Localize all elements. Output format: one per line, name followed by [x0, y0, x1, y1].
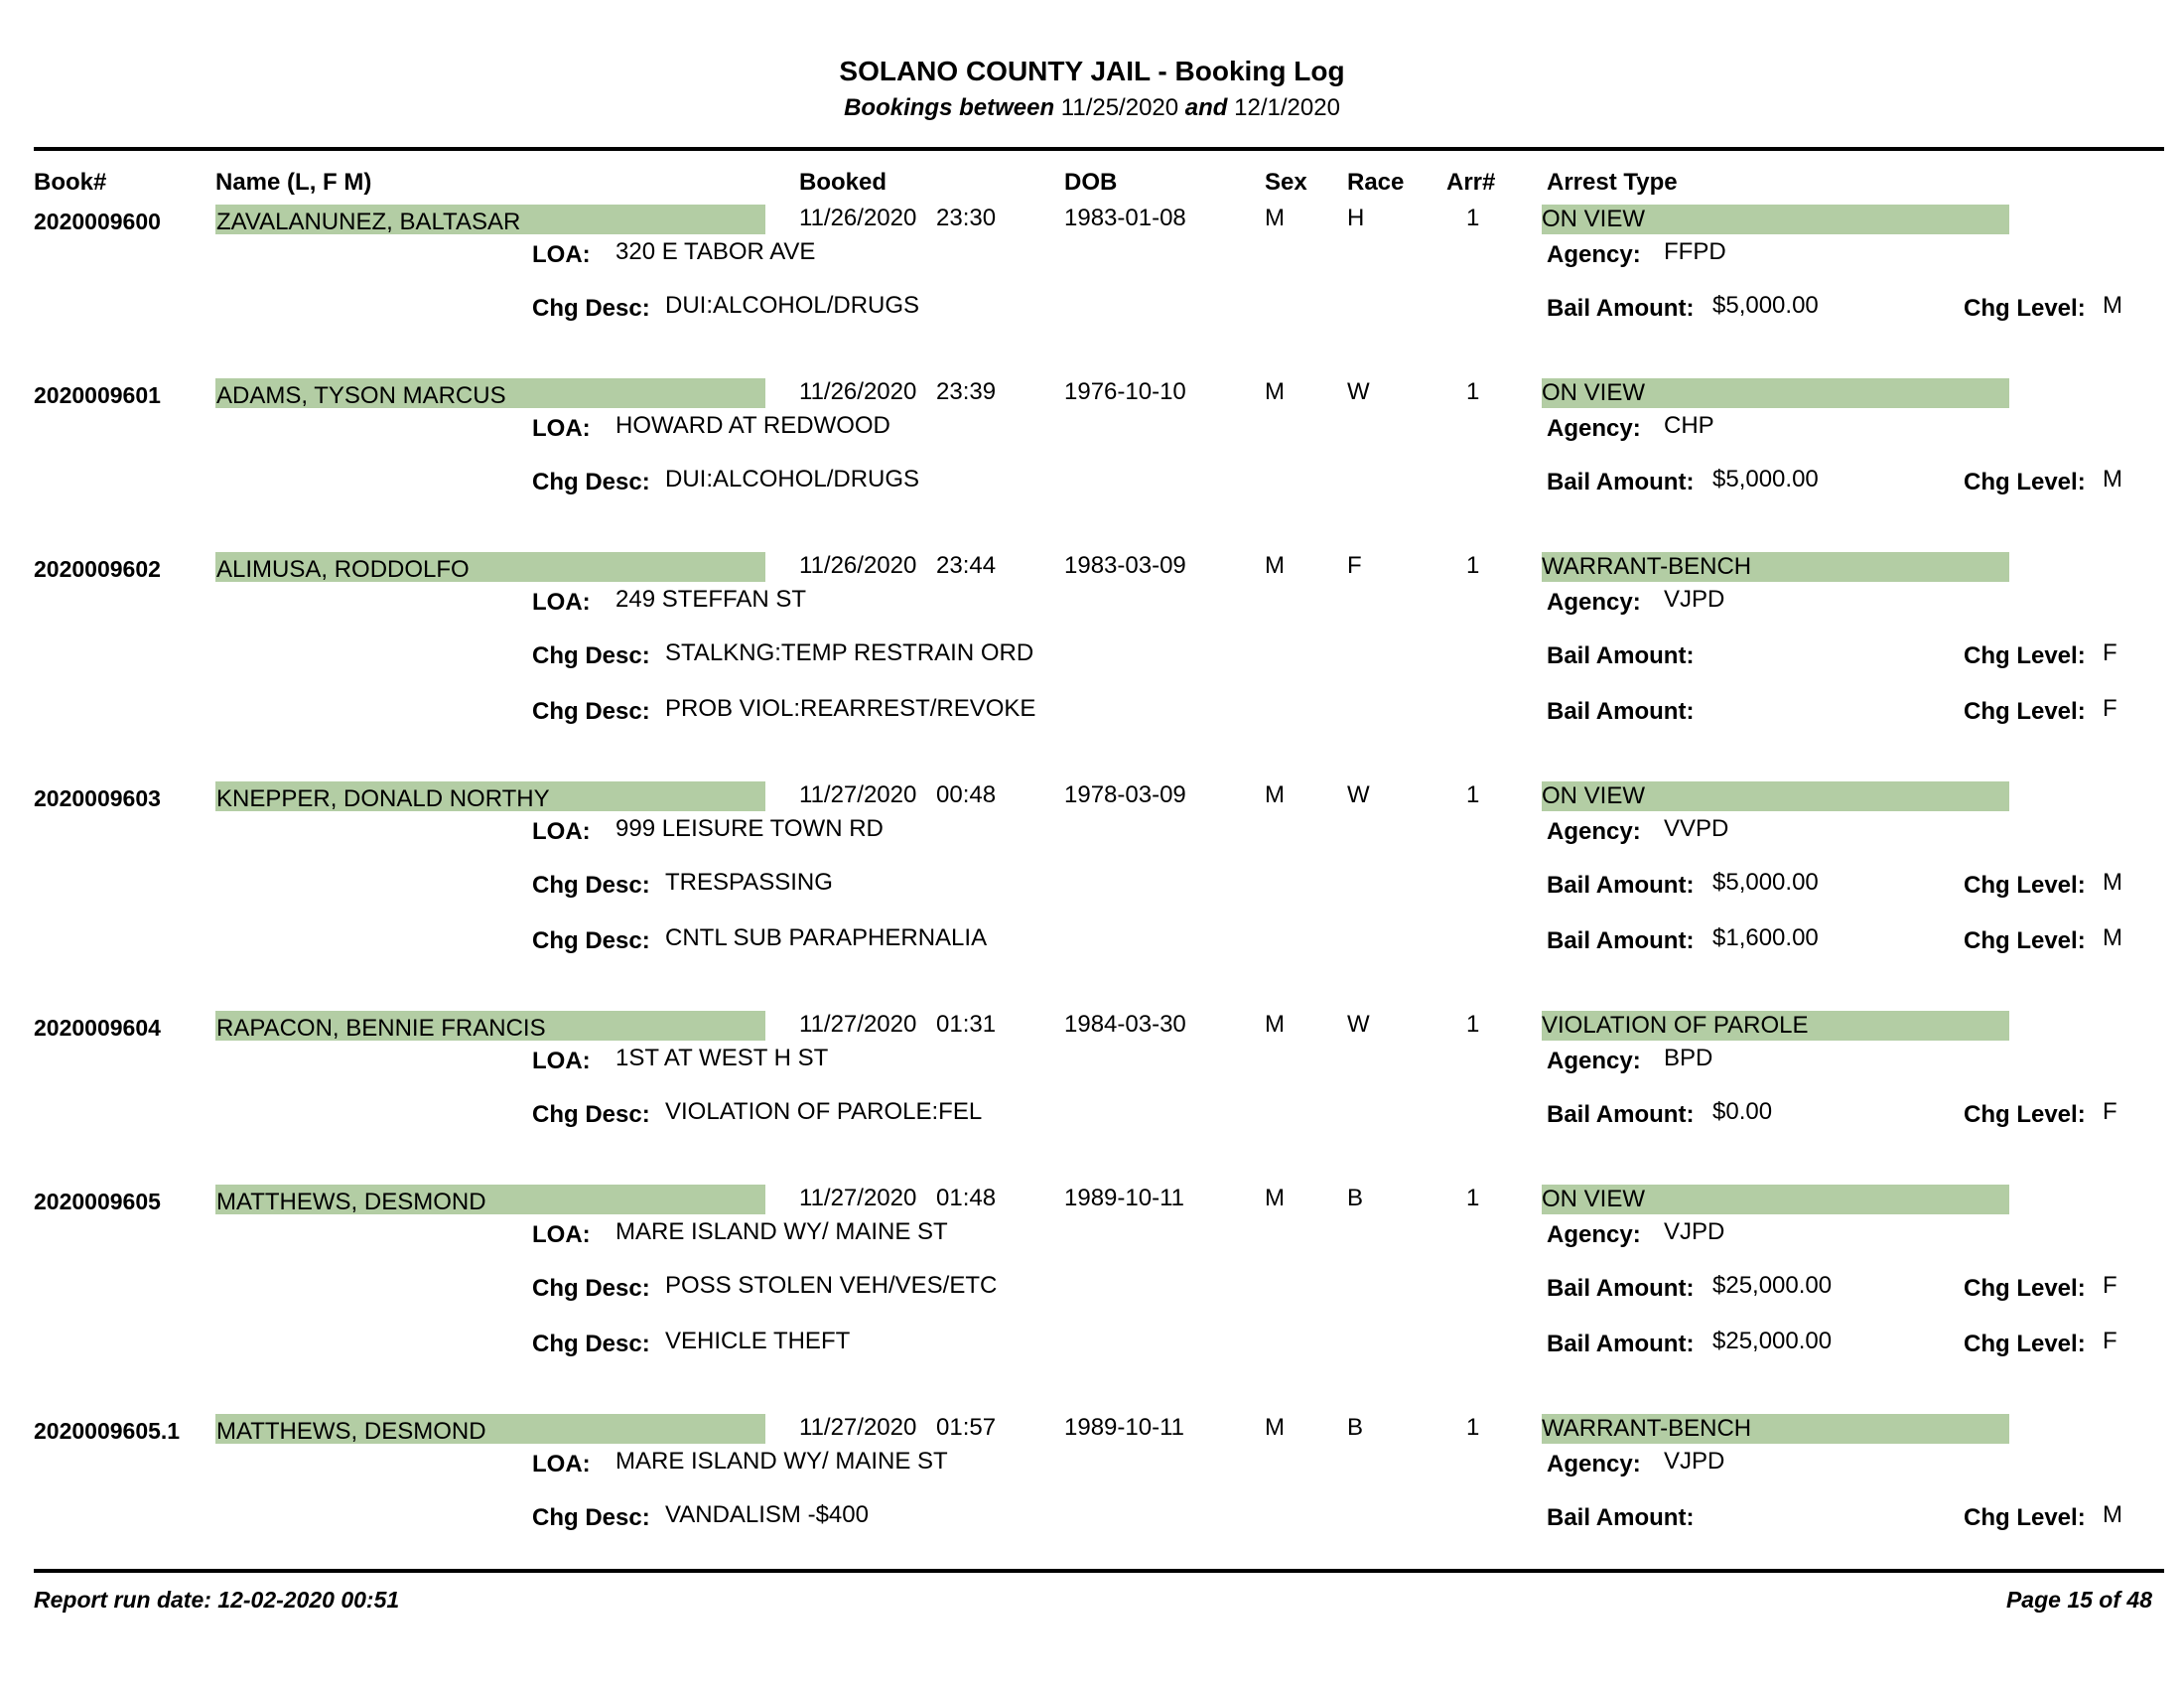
booked-time: 01:48 [936, 1185, 997, 1211]
arrest-number: 1 [1466, 378, 1480, 405]
booked-time: 01:57 [936, 1414, 997, 1441]
chg-level-label: Chg Level: [1964, 698, 2086, 725]
sex: M [1265, 1185, 1285, 1211]
dob: 1983-03-09 [1064, 552, 1186, 579]
chg-desc-label: Chg Desc: [532, 872, 650, 899]
agency-value: VVPD [1664, 815, 1729, 842]
chg-desc-label: Chg Desc: [532, 469, 650, 495]
dob: 1984-03-30 [1064, 1011, 1186, 1038]
sex: M [1265, 1414, 1285, 1441]
report-subtitle [0, 94, 2184, 122]
inmate-name: RAPACON, BENNIE FRANCIS [215, 1011, 765, 1041]
subtitle-prefix: Bookings between [844, 94, 1055, 121]
booked-date: 11/26/2020 [799, 378, 917, 405]
chg-desc-value: POSS STOLEN VEH/VES/ETC [665, 1272, 998, 1299]
chg-desc-label: Chg Desc: [532, 295, 650, 322]
chg-desc-value: VANDALISM -$400 [665, 1501, 869, 1528]
agency-label: Agency: [1547, 1048, 1641, 1074]
bail-amount-label: Bail Amount: [1547, 1504, 1695, 1531]
loa-label: LOA: [532, 1221, 591, 1248]
inmate-name: ZAVALANUNEZ, BALTASAR [215, 205, 765, 234]
arrest-type: WARRANT-BENCH [1542, 1414, 2009, 1444]
race: B [1347, 1414, 1364, 1441]
loa-label: LOA: [532, 1048, 591, 1074]
agency-label: Agency: [1547, 241, 1641, 268]
bail-amount-label: Bail Amount: [1547, 469, 1695, 495]
report-run-date: Report run date: 12-02-2020 00:51 [34, 1587, 400, 1613]
chg-desc-label: Chg Desc: [532, 927, 650, 954]
inmate-name: MATTHEWS, DESMOND [215, 1185, 765, 1214]
chg-desc-value: DUI:ALCOHOL/DRUGS [665, 466, 920, 492]
bail-amount-value: $25,000.00 [1712, 1272, 1833, 1299]
loa-label: LOA: [532, 1451, 591, 1477]
arrest-number: 1 [1466, 205, 1480, 231]
bottom-divider [34, 1569, 2164, 1573]
agency-value: CHP [1664, 412, 1714, 439]
arrest-number: 1 [1466, 1414, 1480, 1441]
chg-level-value: M [2103, 466, 2122, 492]
dob: 1976-10-10 [1064, 378, 1186, 405]
agency-value: VJPD [1664, 1218, 1725, 1245]
chg-desc-label: Chg Desc: [532, 1275, 650, 1302]
chg-desc-label: Chg Desc: [532, 1504, 650, 1531]
chg-desc-value: VEHICLE THEFT [665, 1328, 851, 1354]
loa-value: 320 E TABOR AVE [615, 238, 816, 265]
top-divider [34, 147, 2164, 151]
booked-date: 11/26/2020 [799, 552, 917, 579]
race: W [1347, 1011, 1370, 1038]
book-number: 2020009605 [34, 1189, 161, 1214]
book-number: 2020009601 [34, 382, 161, 408]
chg-level-value: F [2103, 695, 2117, 722]
chg-level-label: Chg Level: [1964, 295, 2086, 322]
chg-desc-value: VIOLATION OF PAROLE:FEL [665, 1098, 983, 1125]
booked-date: 11/27/2020 [799, 781, 917, 808]
chg-desc-label: Chg Desc: [532, 1101, 650, 1128]
bail-amount-label: Bail Amount: [1547, 698, 1695, 725]
chg-level-value: F [2103, 639, 2117, 666]
arrest-type: ON VIEW [1542, 1185, 2009, 1214]
bail-amount-value: $1,600.00 [1712, 924, 1819, 951]
bail-amount-label: Bail Amount: [1547, 1275, 1695, 1302]
dob: 1983-01-08 [1064, 205, 1186, 231]
booked-time: 23:39 [936, 378, 997, 405]
bail-amount-label: Bail Amount: [1547, 872, 1695, 899]
sex: M [1265, 1011, 1285, 1038]
report-title: SOLANO COUNTY JAIL - Booking Log [839, 56, 1345, 86]
col-header-book: Book# [34, 169, 107, 196]
dob: 1989-10-11 [1064, 1414, 1184, 1441]
col-header-arrest-type: Arrest Type [1547, 169, 1678, 196]
chg-level-value: F [2103, 1098, 2117, 1125]
book-number: 2020009602 [34, 556, 161, 582]
dob: 1978-03-09 [1064, 781, 1186, 808]
bail-amount-value: $5,000.00 [1712, 292, 1819, 319]
col-header-dob: DOB [1064, 169, 1118, 196]
bail-amount-value: $0.00 [1712, 1098, 1773, 1125]
loa-value: 1ST AT WEST H ST [615, 1045, 829, 1071]
bail-amount-value: $25,000.00 [1712, 1328, 1833, 1354]
booked-date: 11/27/2020 [799, 1185, 917, 1211]
inmate-name: KNEPPER, DONALD NORTHY [215, 781, 765, 811]
booked-time: 00:48 [936, 781, 997, 808]
inmate-name: ALIMUSA, RODDOLFO [215, 552, 765, 582]
booked-date: 11/26/2020 [799, 205, 917, 231]
race: H [1347, 205, 1365, 231]
book-number: 2020009604 [34, 1015, 161, 1041]
arrest-number: 1 [1466, 552, 1480, 579]
loa-label: LOA: [532, 589, 591, 616]
agency-value: FFPD [1664, 238, 1726, 265]
loa-label: LOA: [532, 415, 591, 442]
bail-amount-label: Bail Amount: [1547, 927, 1695, 954]
inmate-name: MATTHEWS, DESMOND [215, 1414, 765, 1444]
booked-date: 11/27/2020 [799, 1414, 917, 1441]
sex: M [1265, 552, 1285, 579]
agency-label: Agency: [1547, 1451, 1641, 1477]
chg-level-label: Chg Level: [1964, 1331, 2086, 1357]
chg-level-label: Chg Level: [1964, 1101, 2086, 1128]
arrest-number: 1 [1466, 1011, 1480, 1038]
book-number: 2020009603 [34, 785, 161, 811]
chg-level-value: F [2103, 1328, 2117, 1354]
chg-desc-value: CNTL SUB PARAPHERNALIA [665, 924, 988, 951]
subtitle-and: and [1184, 94, 1228, 121]
chg-desc-value: TRESPASSING [665, 869, 833, 896]
col-header-name: Name (L, F M) [215, 169, 372, 196]
agency-value: VJPD [1664, 586, 1725, 613]
sex: M [1265, 781, 1285, 808]
col-header-booked: Booked [799, 169, 887, 196]
arrest-type: WARRANT-BENCH [1542, 552, 2009, 582]
agency-label: Agency: [1547, 589, 1641, 616]
chg-level-value: M [2103, 1501, 2122, 1528]
arrest-number: 1 [1466, 1185, 1480, 1211]
arrest-type: VIOLATION OF PAROLE [1542, 1011, 2009, 1041]
agency-label: Agency: [1547, 1221, 1641, 1248]
chg-level-label: Chg Level: [1964, 872, 2086, 899]
col-header-race: Race [1347, 169, 1405, 196]
agency-value: BPD [1664, 1045, 1713, 1071]
bail-amount-value: $5,000.00 [1712, 466, 1819, 492]
date-to: 12/1/2020 [1234, 94, 1340, 121]
chg-level-label: Chg Level: [1964, 642, 2086, 669]
chg-desc-value: STALKNG:TEMP RESTRAIN ORD [665, 639, 1034, 666]
bail-amount-label: Bail Amount: [1547, 1331, 1695, 1357]
chg-level-label: Chg Level: [1964, 1504, 2086, 1531]
chg-level-label: Chg Level: [1964, 1275, 2086, 1302]
chg-level-value: M [2103, 869, 2122, 896]
chg-desc-label: Chg Desc: [532, 1331, 650, 1357]
agency-label: Agency: [1547, 415, 1641, 442]
loa-value: HOWARD AT REDWOOD [615, 412, 890, 439]
arrest-type: ON VIEW [1542, 781, 2009, 811]
chg-desc-label: Chg Desc: [532, 698, 650, 725]
page-number: Page 15 of 48 [2005, 1587, 2152, 1613]
chg-level-value: M [2103, 292, 2122, 319]
booked-time: 23:30 [936, 205, 997, 231]
book-number: 2020009600 [34, 209, 161, 234]
arrest-type: ON VIEW [1542, 205, 2009, 234]
arrest-type: ON VIEW [1542, 378, 2009, 408]
bail-amount-label: Bail Amount: [1547, 1101, 1695, 1128]
inmate-name: ADAMS, TYSON MARCUS [215, 378, 765, 408]
chg-desc-value: PROB VIOL:REARREST/REVOKE [665, 695, 1036, 722]
booked-time: 23:44 [936, 552, 997, 579]
chg-desc-value: DUI:ALCOHOL/DRUGS [665, 292, 920, 319]
booked-date: 11/27/2020 [799, 1011, 917, 1038]
loa-value: 249 STEFFAN ST [615, 586, 807, 613]
col-header-sex: Sex [1265, 169, 1307, 196]
dob: 1989-10-11 [1064, 1185, 1184, 1211]
booked-time: 01:31 [936, 1011, 997, 1038]
chg-desc-label: Chg Desc: [532, 642, 650, 669]
chg-level-label: Chg Level: [1964, 927, 2086, 954]
race: W [1347, 378, 1370, 405]
chg-level-value: F [2103, 1272, 2117, 1299]
sex: M [1265, 378, 1285, 405]
date-from: 11/25/2020 [1060, 94, 1179, 121]
bail-amount-value: $5,000.00 [1712, 869, 1819, 896]
loa-label: LOA: [532, 241, 591, 268]
race: W [1347, 781, 1370, 808]
arrest-number: 1 [1466, 781, 1480, 808]
book-number: 2020009605.1 [34, 1418, 181, 1444]
loa-value: 999 LEISURE TOWN RD [615, 815, 884, 842]
chg-level-value: M [2103, 924, 2122, 951]
col-header-arr: Arr# [1446, 169, 1496, 196]
bail-amount-label: Bail Amount: [1547, 295, 1695, 322]
loa-value: MARE ISLAND WY/ MAINE ST [615, 1448, 948, 1475]
agency-value: VJPD [1664, 1448, 1725, 1475]
race: F [1347, 552, 1362, 579]
sex: M [1265, 205, 1285, 231]
chg-level-label: Chg Level: [1964, 469, 2086, 495]
loa-label: LOA: [532, 818, 591, 845]
agency-label: Agency: [1547, 818, 1641, 845]
loa-value: MARE ISLAND WY/ MAINE ST [615, 1218, 948, 1245]
bail-amount-label: Bail Amount: [1547, 642, 1695, 669]
race: B [1347, 1185, 1364, 1211]
